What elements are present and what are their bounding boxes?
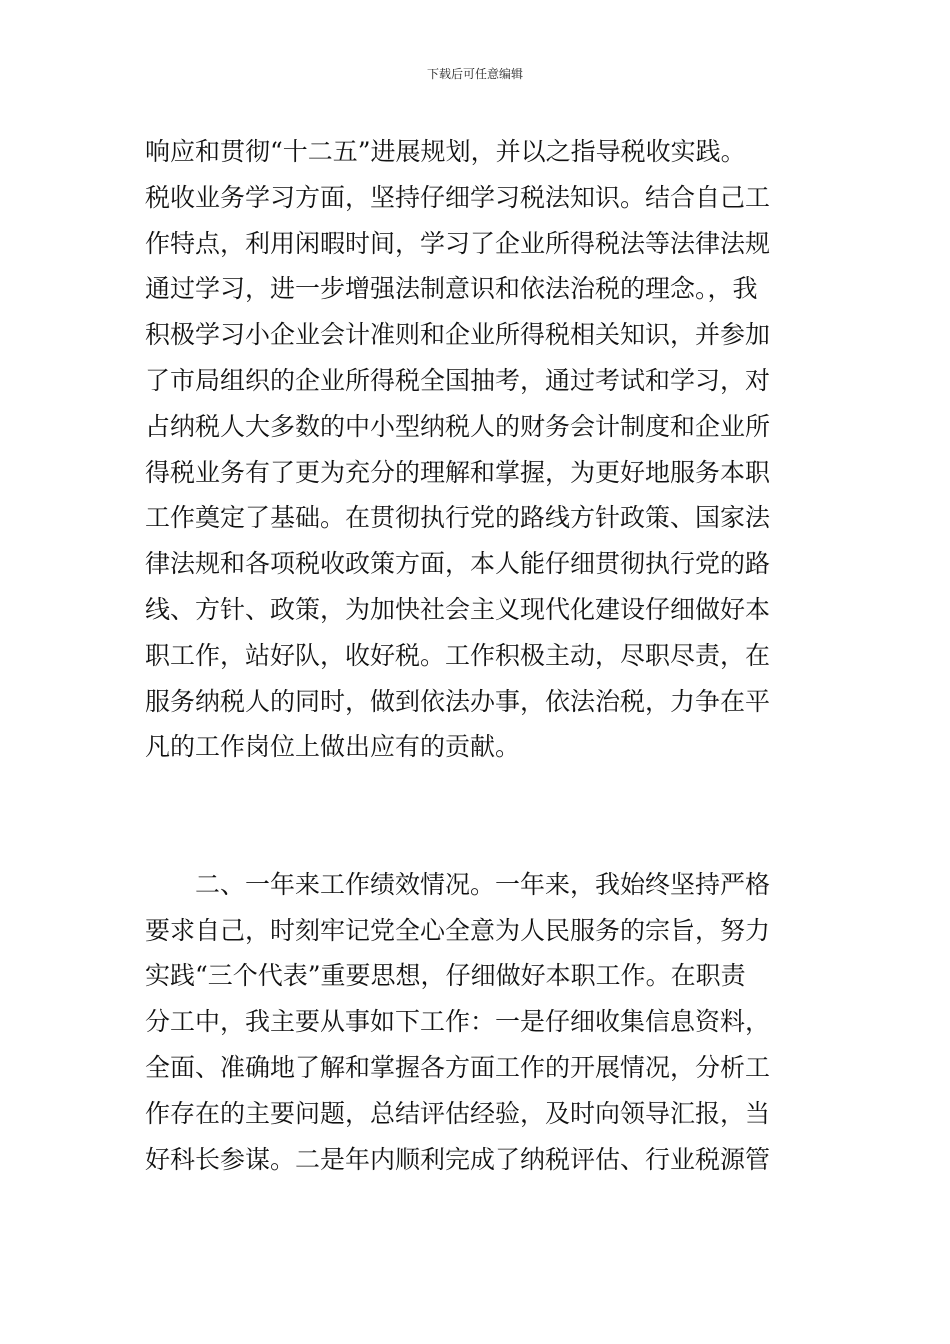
page-header: 下载后可任意编辑 <box>426 67 523 81</box>
paragraph-1 <box>145 129 815 770</box>
text-line: 好科长参谋。二是年内顺利完成了纳税评估、行业税源管 <box>145 1144 771 1174</box>
paragraph-gap <box>145 770 815 862</box>
text-line: 实践“三个代表”重要思想，仔细做好本职工作。在职责 <box>145 961 746 991</box>
text-line: 通过学习，进一步增强法制意识和依法治税的理念。，我 <box>145 274 758 304</box>
text-line: 响应和贯彻“十二五”进展规划，并以之指导税收实践。 <box>145 137 746 166</box>
text-line: 二、一年来工作绩效情况。一年来，我始终坚持严格 <box>145 869 771 899</box>
document-body <box>145 129 815 1182</box>
text-line: 律法规和各项税收政策方面，本人能仔细贯彻执行党的路 <box>145 549 771 579</box>
text-line: 积极学习小企业会计准则和企业所得税相关知识，并参加 <box>145 320 771 350</box>
text-line: 全面、准确地了解和掌握各方面工作的开展情况，分析工 <box>145 1052 771 1082</box>
text-line: 作特点，利用闲暇时间，学习了企业所得税法等法律法规 <box>145 228 771 258</box>
text-line: 服务纳税人的同时，做到依法办事，依法治税，力争在平 <box>145 686 771 716</box>
text-line: 线、方针、政策，为加快社会主义现代化建设仔细做好本 <box>145 594 771 624</box>
text-line: 职工作，站好队，收好税。工作积极主动，尽职尽责，在 <box>145 640 771 670</box>
text-line: 税收业务学习方面，坚持仔细学习税法知识。结合自己工 <box>145 182 771 212</box>
paragraph-2 <box>145 862 815 1183</box>
text-line: 要求自己，时刻牢记党全心全意为人民服务的宗旨，努力 <box>145 915 771 945</box>
text-line: 凡的工作岗位上做出应有的贡献。 <box>145 732 521 762</box>
text-line: 作存在的主要问题，总结评估经验，及时向领导汇报，当 <box>145 1098 771 1128</box>
text-line: 占纳税人大多数的中小型纳税人的财务会计制度和企业所 <box>145 411 771 441</box>
text-line: 了市局组织的企业所得税全国抽考，通过考试和学习，对 <box>145 365 771 395</box>
text-line: 工作奠定了基础。在贯彻执行党的路线方针政策、国家法 <box>145 503 771 533</box>
text-line: 分工中，我主要从事如下工作：一是仔细收集信息资料， <box>145 1007 771 1037</box>
text-line: 得税业务有了更为充分的理解和掌握，为更好地服务本职 <box>145 457 771 487</box>
